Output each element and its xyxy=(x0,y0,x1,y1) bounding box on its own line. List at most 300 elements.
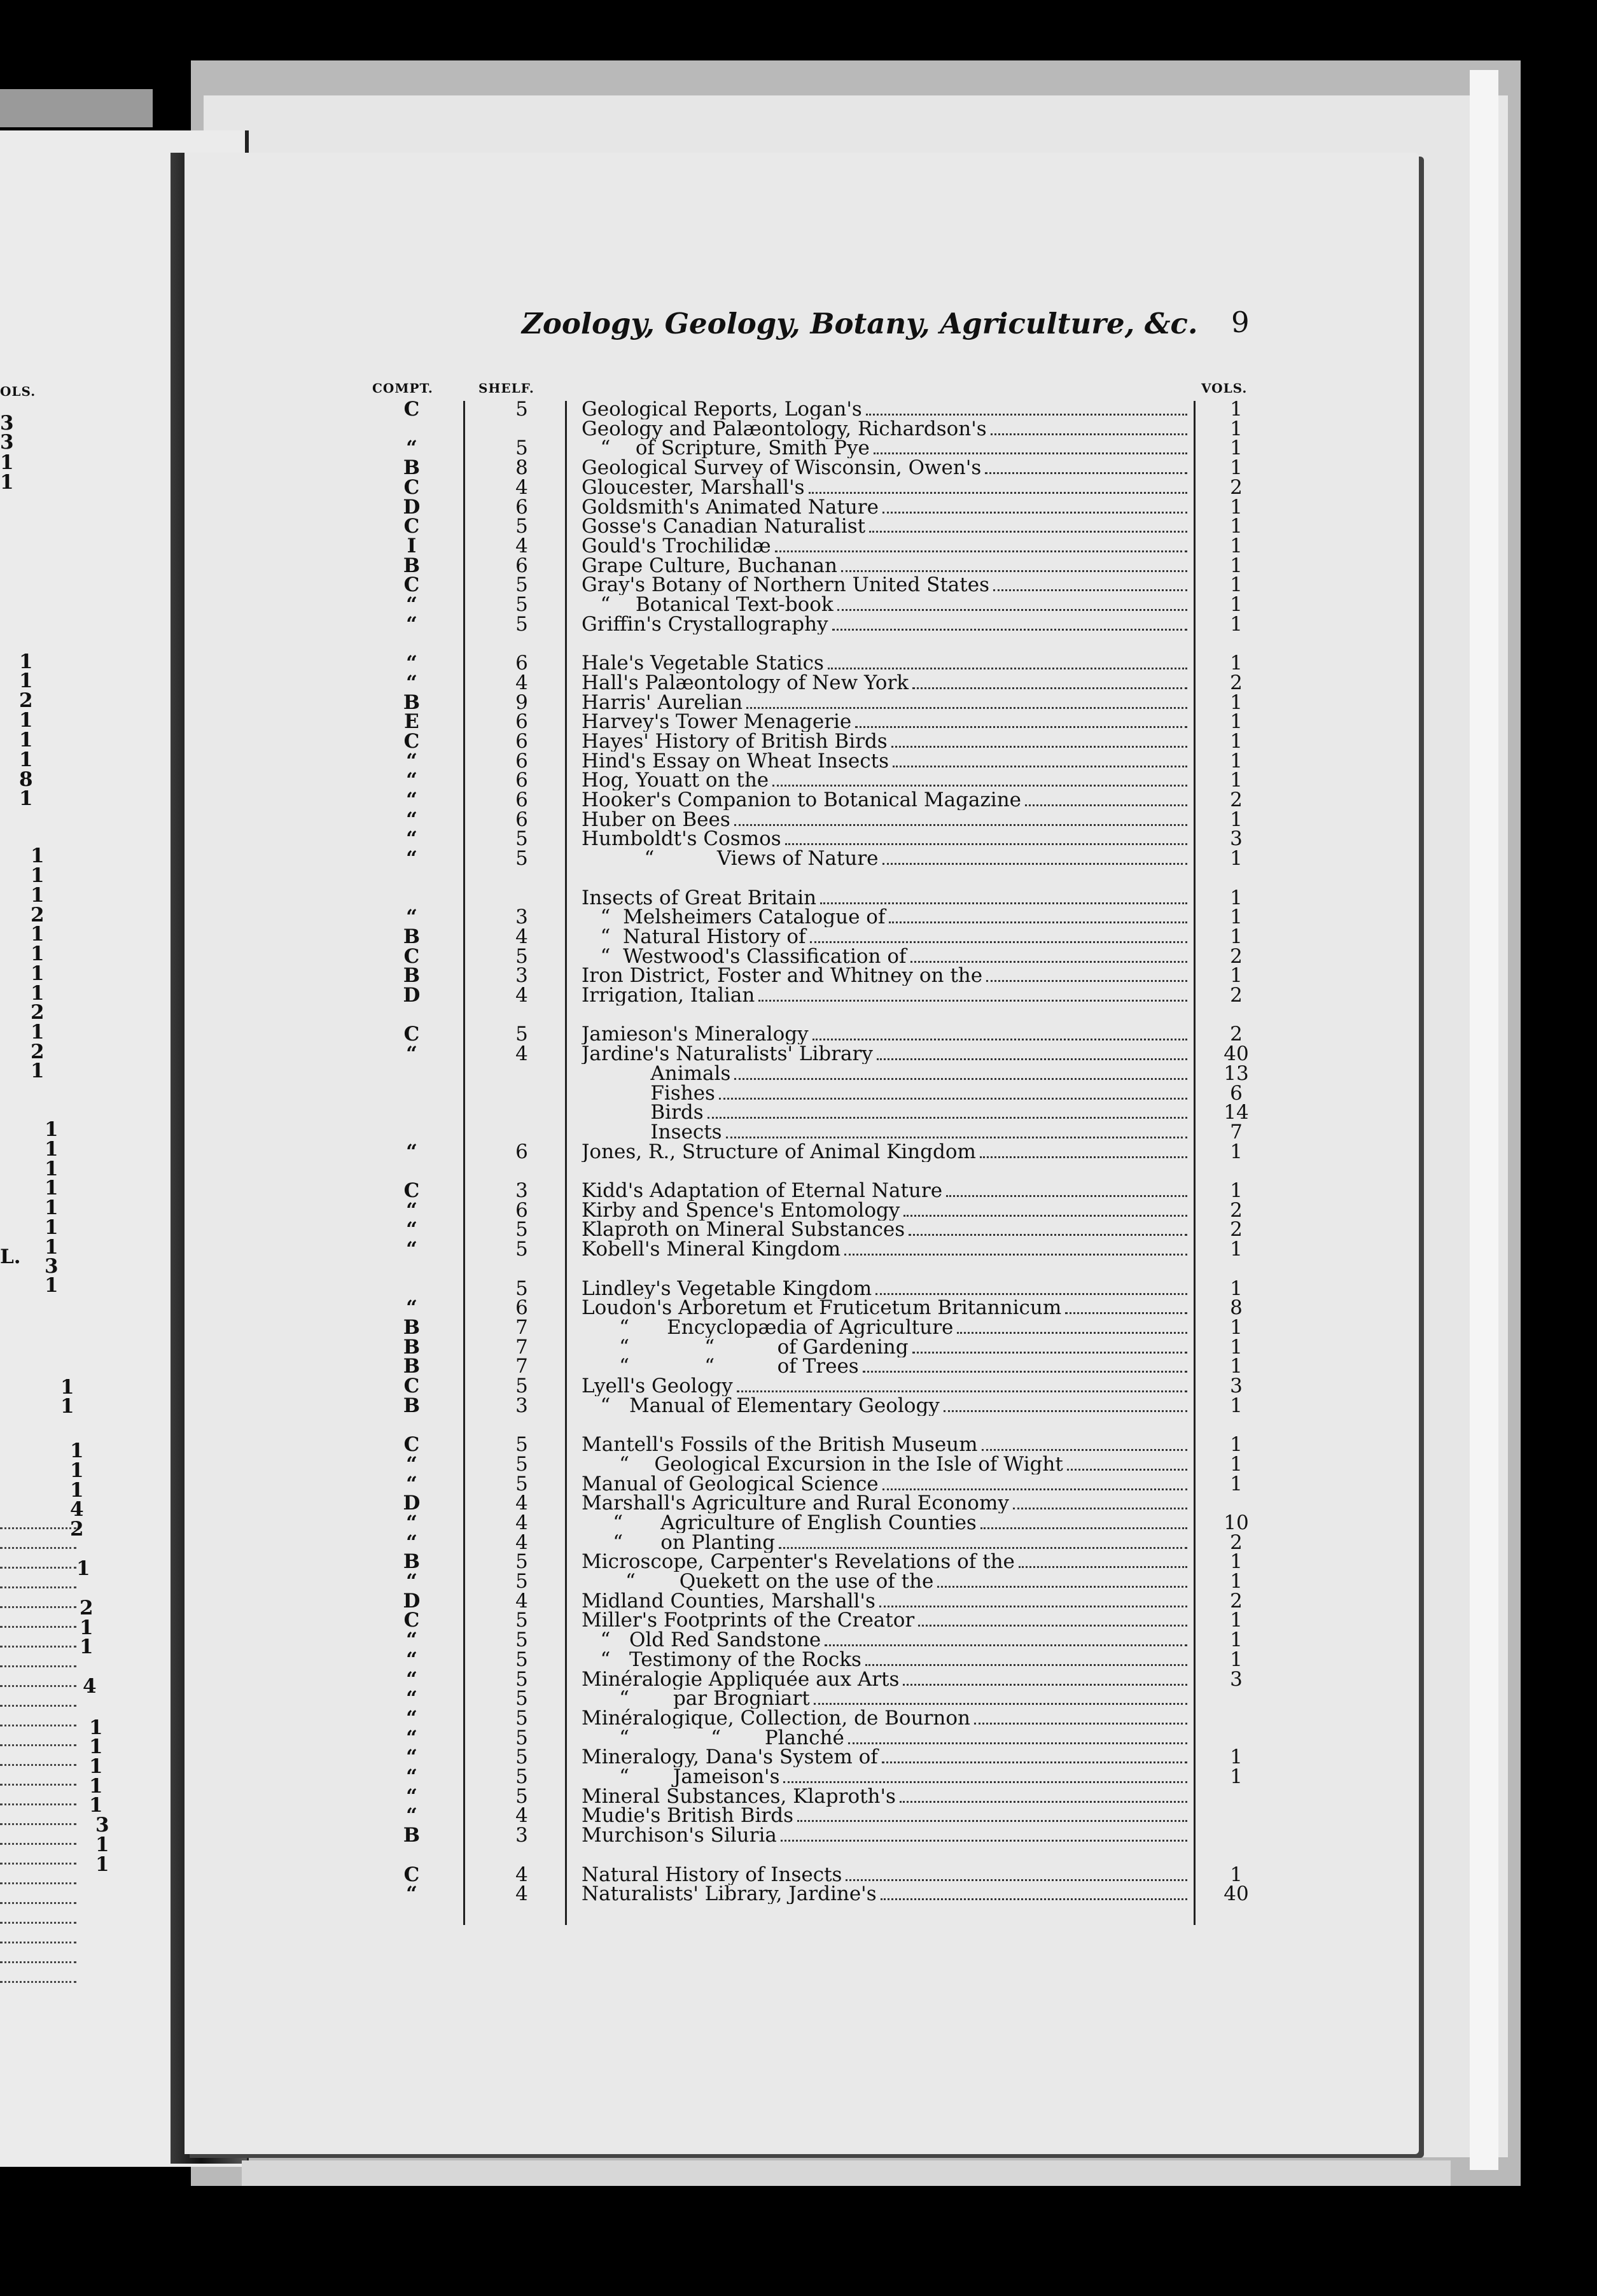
left-vol-number: 4 xyxy=(83,1675,97,1698)
entry-row xyxy=(582,1044,1190,1064)
dot-leader xyxy=(946,1181,1187,1197)
compartment-cell: C xyxy=(403,1179,420,1202)
entry-row xyxy=(582,1747,1190,1767)
compartment-cell: D xyxy=(403,495,421,519)
volumes-cell: 3 xyxy=(1230,1667,1243,1691)
entry-row xyxy=(582,1552,1190,1572)
left-vol-number: 3 xyxy=(0,412,14,435)
entry-row xyxy=(582,1767,1190,1787)
left-vol-number: 1 xyxy=(60,1376,74,1399)
shelf-header: SHELF. xyxy=(478,381,534,396)
dot-leader xyxy=(828,654,1187,669)
dot-leader xyxy=(719,1084,1187,1100)
compartment-cell: “ xyxy=(406,1804,417,1828)
shelf-cell: 5 xyxy=(515,593,528,616)
entry-row xyxy=(582,575,1190,595)
shelf-cell: 5 xyxy=(515,944,528,968)
shelf-cell: 3 xyxy=(515,906,528,929)
shelf-cell: 6 xyxy=(515,1296,528,1320)
compartment-cell: “ xyxy=(406,1140,417,1163)
shelf-cell: 4 xyxy=(515,671,528,694)
dot-leader xyxy=(775,536,1187,552)
compartment-cell: “ xyxy=(406,652,417,675)
volumes-cell: 1 xyxy=(1230,906,1243,929)
left-vol-number: 1 xyxy=(45,1236,59,1259)
left-vol-number: 1 xyxy=(80,1616,94,1639)
left-vol-number: 1 xyxy=(45,1196,59,1219)
compartment-cell: B xyxy=(403,554,421,577)
left-dot-leader xyxy=(0,1527,76,1529)
shelf-cell: 5 xyxy=(515,1452,528,1476)
entry-title: Miller's Footprints of the Creator xyxy=(582,1611,915,1631)
shelf-cell: 6 xyxy=(515,788,528,811)
left-vol-number: 1 xyxy=(31,1060,45,1082)
shelf-cell: 6 xyxy=(515,710,528,734)
entry-title: Murchison's Siluria xyxy=(582,1826,777,1846)
entry-title: Griffin's Crystallography xyxy=(582,614,828,634)
volumes-cell: 1 xyxy=(1230,534,1243,557)
dot-leader xyxy=(893,752,1187,767)
entry-row xyxy=(582,478,1190,498)
shelf-cell: 5 xyxy=(515,515,528,538)
entry-row xyxy=(582,1435,1190,1455)
dot-leader xyxy=(820,888,1187,904)
page-bottom-edge xyxy=(242,2160,1451,2186)
shelf-cell: 6 xyxy=(515,1140,528,1163)
volumes-cell: 1 xyxy=(1230,593,1243,616)
volumes-cell: 40 xyxy=(1224,1042,1249,1066)
entry-title: Kidd's Adaptation of Eternal Nature xyxy=(582,1181,943,1201)
shelf-cell: 3 xyxy=(515,1394,528,1417)
entry-row xyxy=(582,673,1190,693)
entry-title: Gould's Trochilidæ xyxy=(582,536,771,556)
dot-leader xyxy=(812,1025,1187,1040)
entry-row xyxy=(582,1670,1190,1690)
shelf-cell: 6 xyxy=(515,808,528,831)
compartment-cell: “ xyxy=(406,847,417,871)
volumes-cell: 1 xyxy=(1230,1863,1243,1886)
volumes-cell: 1 xyxy=(1230,1765,1243,1788)
left-vol-number: 2 xyxy=(19,689,33,712)
column-rule-3 xyxy=(1194,401,1196,1925)
dot-leader xyxy=(993,575,1187,591)
shelf-cell: 4 xyxy=(515,1589,528,1613)
entry-title: Hall's Palæontology of New York xyxy=(582,673,909,693)
dot-leader xyxy=(832,615,1187,631)
compartment-cell: “ xyxy=(406,612,417,636)
dot-leader xyxy=(980,1513,1187,1529)
shelf-cell: 5 xyxy=(515,1765,528,1788)
left-dot-leader xyxy=(0,1803,76,1805)
entry-row xyxy=(582,771,1190,790)
volumes-cell: 1 xyxy=(1230,456,1243,480)
entry-row xyxy=(582,654,1190,673)
volumes-cell: 1 xyxy=(1230,1570,1243,1593)
entry-row xyxy=(582,1455,1190,1474)
shelf-cell: 5 xyxy=(515,1746,528,1769)
left-vol-number: 1 xyxy=(45,1138,59,1161)
shelf-cell: 6 xyxy=(515,749,528,773)
dot-leader xyxy=(841,556,1187,572)
left-vol-number: 4 xyxy=(70,1498,84,1521)
entry-title: Klaproth on Mineral Substances xyxy=(582,1220,905,1240)
entry-title: Lindley's Vegetable Kingdom xyxy=(582,1278,872,1299)
dot-leader xyxy=(882,1747,1187,1763)
entry-row xyxy=(582,1533,1190,1553)
dot-leader xyxy=(985,458,1187,474)
left-vol-number: 1 xyxy=(89,1735,103,1758)
compartment-cell: B xyxy=(403,1315,421,1339)
dot-leader xyxy=(903,1670,1187,1686)
shelf-cell: 7 xyxy=(515,1335,528,1359)
entry-title: “ “ Planché xyxy=(582,1728,844,1748)
dot-leader xyxy=(734,810,1187,826)
dot-leader xyxy=(846,1865,1187,1881)
volumes-cell: 1 xyxy=(1230,398,1243,421)
volumes-cell: 1 xyxy=(1230,1609,1243,1632)
entry-title: Hale's Vegetable Statics xyxy=(582,654,824,674)
compartment-cell: “ xyxy=(406,1472,417,1495)
entry-row xyxy=(582,400,1190,419)
compartment-cell: C xyxy=(403,398,420,421)
entry-title: Mineralogy, Dana's System of xyxy=(582,1747,878,1768)
shelf-cell: 4 xyxy=(515,1042,528,1066)
volumes-cell: 1 xyxy=(1230,690,1243,714)
entry-title: “ Westwood's Classification of xyxy=(582,946,907,967)
shelf-cell: 5 xyxy=(515,847,528,871)
compartment-cell: B xyxy=(403,1394,421,1417)
left-vol-number: 1 xyxy=(19,729,33,752)
left-dot-leader xyxy=(0,1764,76,1766)
entry-row xyxy=(582,1494,1190,1513)
entry-title: Birds xyxy=(582,1103,704,1123)
entry-row xyxy=(582,1826,1190,1845)
compartment-cell: “ xyxy=(406,906,417,929)
entry-row xyxy=(582,966,1190,986)
dot-leader xyxy=(837,595,1187,611)
left-dot-leader xyxy=(0,1685,76,1687)
entry-title: “ Old Red Sandstone xyxy=(582,1630,821,1651)
volumes-cell: 1 xyxy=(1230,1277,1243,1300)
volumes-cell: 2 xyxy=(1230,1023,1243,1046)
shelf-cell: 4 xyxy=(515,984,528,1007)
entry-title: “ “ of Gardening xyxy=(582,1337,909,1357)
dot-leader xyxy=(1019,1552,1187,1568)
compartment-cell: “ xyxy=(406,1667,417,1691)
left-vol-number: 1 xyxy=(95,1833,109,1856)
entry-row xyxy=(582,1064,1190,1084)
entry-row xyxy=(582,1338,1190,1357)
shelf-cell: 5 xyxy=(515,612,528,636)
left-vol-number: 1 xyxy=(19,709,33,732)
left-vol-number: 1 xyxy=(45,1274,59,1297)
compartment-cell: D xyxy=(403,1492,421,1515)
page-edge xyxy=(1470,70,1498,2170)
left-page-edge xyxy=(0,89,153,127)
left-vol-number: 1 xyxy=(0,471,14,494)
shelf-cell: 4 xyxy=(515,534,528,557)
entry-title: Insects xyxy=(582,1122,722,1142)
shelf-cell: 5 xyxy=(515,1472,528,1495)
volumes-cell: 1 xyxy=(1230,1746,1243,1769)
volumes-cell: 1 xyxy=(1230,964,1243,988)
entry-row xyxy=(582,1865,1190,1885)
entry-row xyxy=(582,907,1190,927)
dot-leader xyxy=(779,1533,1187,1549)
entry-title: “ par Brogniart xyxy=(582,1689,810,1709)
entry-row xyxy=(582,1220,1190,1240)
compartment-cell: B xyxy=(403,1550,421,1574)
compartment-cell: “ xyxy=(406,1042,417,1066)
shelf-cell: 3 xyxy=(515,1824,528,1847)
volumes-cell: 1 xyxy=(1230,495,1243,519)
entry-title: Lyell's Geology xyxy=(582,1376,733,1396)
left-vol-number: 1 xyxy=(60,1395,74,1418)
entry-row xyxy=(582,1884,1190,1904)
entry-title: Goldsmith's Animated Nature xyxy=(582,497,879,517)
shelf-cell: 7 xyxy=(515,1315,528,1339)
volumes-cell: 1 xyxy=(1230,437,1243,460)
entry-title: Grape Culture, Buchanan xyxy=(582,556,837,576)
entry-title: Mantell's Fossils of the British Museum xyxy=(582,1435,978,1455)
entry-row xyxy=(582,1728,1190,1748)
shelf-cell: 5 xyxy=(515,1277,528,1300)
left-dot-leader xyxy=(0,1902,76,1904)
column-rule-2 xyxy=(565,401,567,1925)
dot-leader xyxy=(910,947,1187,963)
left-vol-number: 1 xyxy=(31,962,45,985)
entry-title: Iron District, Foster and Whitney on the xyxy=(582,966,983,986)
volumes-cell: 1 xyxy=(1230,729,1243,753)
entry-row xyxy=(582,1103,1190,1123)
volumes-cell: 1 xyxy=(1230,710,1243,734)
volumes-cell: 1 xyxy=(1230,1648,1243,1671)
compartment-cell: “ xyxy=(406,1238,417,1261)
entry-row xyxy=(582,849,1190,869)
left-vol-number: 1 xyxy=(45,1158,59,1180)
compartment-cell: “ xyxy=(406,808,417,831)
compartment-cell: B xyxy=(403,1824,421,1847)
entry-row xyxy=(582,498,1190,517)
shelf-cell: 4 xyxy=(515,1530,528,1554)
left-vol-number: 2 xyxy=(80,1597,94,1620)
compartment-cell: C xyxy=(403,1863,420,1886)
entry-row xyxy=(582,1142,1190,1162)
volumes-cell: 1 xyxy=(1230,1179,1243,1202)
shelf-cell: 5 xyxy=(515,1726,528,1749)
entry-title: Harvey's Tower Menagerie xyxy=(582,712,852,732)
volumes-cell: 1 xyxy=(1230,417,1243,440)
left-dot-leader xyxy=(0,1606,76,1608)
dot-leader xyxy=(912,1338,1187,1354)
entry-row xyxy=(582,947,1190,967)
shelf-cell: 5 xyxy=(515,1375,528,1397)
entry-row xyxy=(582,1592,1190,1611)
page-number: 9 xyxy=(1231,305,1250,339)
entry-title: “ Encyclopædia of Agriculture xyxy=(582,1317,954,1338)
compartment-cell: B xyxy=(403,1355,421,1378)
dot-leader xyxy=(866,400,1187,416)
volumes-header: VOLS. xyxy=(1201,381,1248,396)
entry-row xyxy=(582,517,1190,536)
compartment-cell: C xyxy=(403,573,420,597)
compartment-cell: C xyxy=(403,1609,420,1632)
shelf-cell: 5 xyxy=(515,1784,528,1808)
entry-title: “ Geological Excursion in the Isle of Wight xyxy=(582,1454,1063,1474)
entry-row xyxy=(582,712,1190,732)
entry-row xyxy=(582,986,1190,1005)
volumes-cell: 1 xyxy=(1230,612,1243,636)
entry-row xyxy=(582,1279,1190,1299)
compartment-cell: “ xyxy=(406,1511,417,1534)
volumes-cell: 2 xyxy=(1230,1530,1243,1554)
entry-title: Kirby and Spence's Entomology xyxy=(582,1200,900,1221)
left-vol-number: 1 xyxy=(31,1021,45,1044)
shelf-cell: 5 xyxy=(515,1609,528,1632)
volumes-cell: 1 xyxy=(1230,573,1243,597)
entry-title: “ Testimony of the Rocks xyxy=(582,1649,861,1670)
entry-row xyxy=(582,1474,1190,1494)
volumes-cell: 1 xyxy=(1230,749,1243,773)
entry-row xyxy=(582,1357,1190,1376)
dot-leader xyxy=(980,1142,1187,1158)
shelf-cell: 5 xyxy=(515,1550,528,1574)
compartment-cell: “ xyxy=(406,1452,417,1476)
compartment-cell: “ xyxy=(406,769,417,792)
dot-leader xyxy=(726,1123,1187,1138)
volumes-cell: 14 xyxy=(1224,1101,1249,1124)
left-vol-number: 1 xyxy=(31,884,45,907)
compartment-cell: “ xyxy=(406,1570,417,1593)
compartment-cell: “ xyxy=(406,1706,417,1730)
dot-leader xyxy=(991,419,1187,435)
dot-leader xyxy=(814,1689,1187,1705)
compartment-cell: “ xyxy=(406,593,417,616)
compartment-cell: “ xyxy=(406,1882,417,1906)
volumes-cell: 2 xyxy=(1230,1589,1243,1613)
volumes-cell: 2 xyxy=(1230,944,1243,968)
left-vol-number: 1 xyxy=(31,864,45,887)
entry-title: “ Melsheimers Catalogue of xyxy=(582,907,886,928)
dot-leader xyxy=(1065,1298,1187,1314)
left-vol-number: 1 xyxy=(80,1635,94,1658)
volumes-cell: 1 xyxy=(1230,1394,1243,1417)
entry-title: Loudon's Arboretum et Fruticetum Britannicum xyxy=(582,1298,1062,1319)
dot-leader xyxy=(772,771,1187,787)
volumes-cell: 6 xyxy=(1230,1081,1243,1105)
compartment-cell: B xyxy=(403,964,421,988)
entry-title: Gosse's Canadian Naturalist xyxy=(582,517,866,537)
left-dot-leader xyxy=(0,1784,76,1786)
compartment-cell: “ xyxy=(406,1746,417,1769)
shelf-cell: 5 xyxy=(515,1433,528,1457)
entry-row xyxy=(582,1318,1190,1338)
compartment-cell: I xyxy=(407,534,417,557)
entry-title: Jardine's Naturalists' Library xyxy=(582,1044,873,1065)
column-rule-1 xyxy=(463,401,465,1925)
volumes-cell: 3 xyxy=(1230,1375,1243,1397)
entry-row xyxy=(582,1240,1190,1259)
left-dot-leader xyxy=(0,1725,76,1726)
shelf-cell: 6 xyxy=(515,1198,528,1222)
entry-title: Midland Counties, Marshall's xyxy=(582,1591,875,1611)
entry-title: Manual of Geological Science xyxy=(582,1474,879,1494)
entry-title: “ Jameison's xyxy=(582,1767,780,1787)
volumes-cell: 1 xyxy=(1230,925,1243,948)
entry-row xyxy=(582,1689,1190,1709)
compartment-cell: “ xyxy=(406,437,417,460)
entry-title: Geology and Palæontology, Richardson's xyxy=(582,419,987,439)
entry-title: Marshall's Agriculture and Rural Economy xyxy=(582,1494,1009,1514)
entry-row xyxy=(582,1806,1190,1826)
volumes-cell: 3 xyxy=(1230,827,1243,851)
entry-title: “ Quekett on the use of the xyxy=(582,1572,934,1592)
left-dot-leader xyxy=(0,1922,76,1924)
dot-leader xyxy=(974,1709,1187,1725)
volumes-cell: 1 xyxy=(1230,554,1243,577)
compartment-cell: D xyxy=(403,984,421,1007)
left-dot-leader xyxy=(0,1586,76,1588)
left-dot-leader xyxy=(0,1981,76,1983)
compartment-cell: C xyxy=(403,729,420,753)
left-vol-number: 3 xyxy=(45,1255,59,1278)
shelf-cell: 4 xyxy=(515,1863,528,1886)
left-vol-number: 2 xyxy=(31,1001,45,1024)
entry-title: Mineral Substances, Klaproth's xyxy=(582,1786,896,1807)
left-vol-number: 1 xyxy=(89,1794,103,1817)
entry-title: Jones, R., Structure of Animal Kingdom xyxy=(582,1142,976,1162)
dot-leader xyxy=(758,986,1187,1002)
entry-row xyxy=(582,615,1190,634)
compartment-header: COMPT. xyxy=(372,381,433,396)
entry-title: Huber on Bees xyxy=(582,809,730,830)
compartment-cell: “ xyxy=(406,1726,417,1749)
shelf-cell: 5 xyxy=(515,1667,528,1691)
shelf-cell: 5 xyxy=(515,437,528,460)
volumes-cell: 1 xyxy=(1230,886,1243,909)
entry-row xyxy=(582,1513,1190,1533)
dot-leader xyxy=(734,1064,1187,1080)
entry-row xyxy=(582,1572,1190,1592)
entry-title: “ Agriculture of English Counties xyxy=(582,1513,977,1533)
volumes-cell: 2 xyxy=(1230,788,1243,811)
left-dot-leader xyxy=(0,1646,76,1648)
volumes-cell: 8 xyxy=(1230,1296,1243,1320)
dot-leader xyxy=(869,517,1187,533)
shelf-cell: 5 xyxy=(515,1706,528,1730)
compartment-cell: C xyxy=(403,944,420,968)
volumes-cell: 2 xyxy=(1230,1218,1243,1242)
left-vol-number: 1 xyxy=(19,669,33,692)
volumes-cell: 10 xyxy=(1224,1511,1249,1534)
dot-leader xyxy=(855,712,1187,728)
volumes-cell: 1 xyxy=(1230,1452,1243,1476)
entry-title: Fishes xyxy=(582,1083,715,1103)
volumes-cell: 2 xyxy=(1230,671,1243,694)
dot-leader xyxy=(1067,1455,1187,1471)
left-vol-number: 2 xyxy=(70,1518,84,1541)
dot-leader xyxy=(781,1826,1187,1842)
dot-leader xyxy=(882,1474,1187,1490)
dot-leader xyxy=(1025,790,1187,806)
dot-leader xyxy=(879,1592,1187,1607)
entry-title: Hayes' History of British Birds xyxy=(582,731,888,752)
left-dot-leader xyxy=(0,1863,76,1865)
volumes-cell: 1 xyxy=(1230,1238,1243,1261)
entry-row xyxy=(582,438,1190,458)
volumes-cell: 2 xyxy=(1230,1198,1243,1222)
entry-row xyxy=(582,1787,1190,1807)
